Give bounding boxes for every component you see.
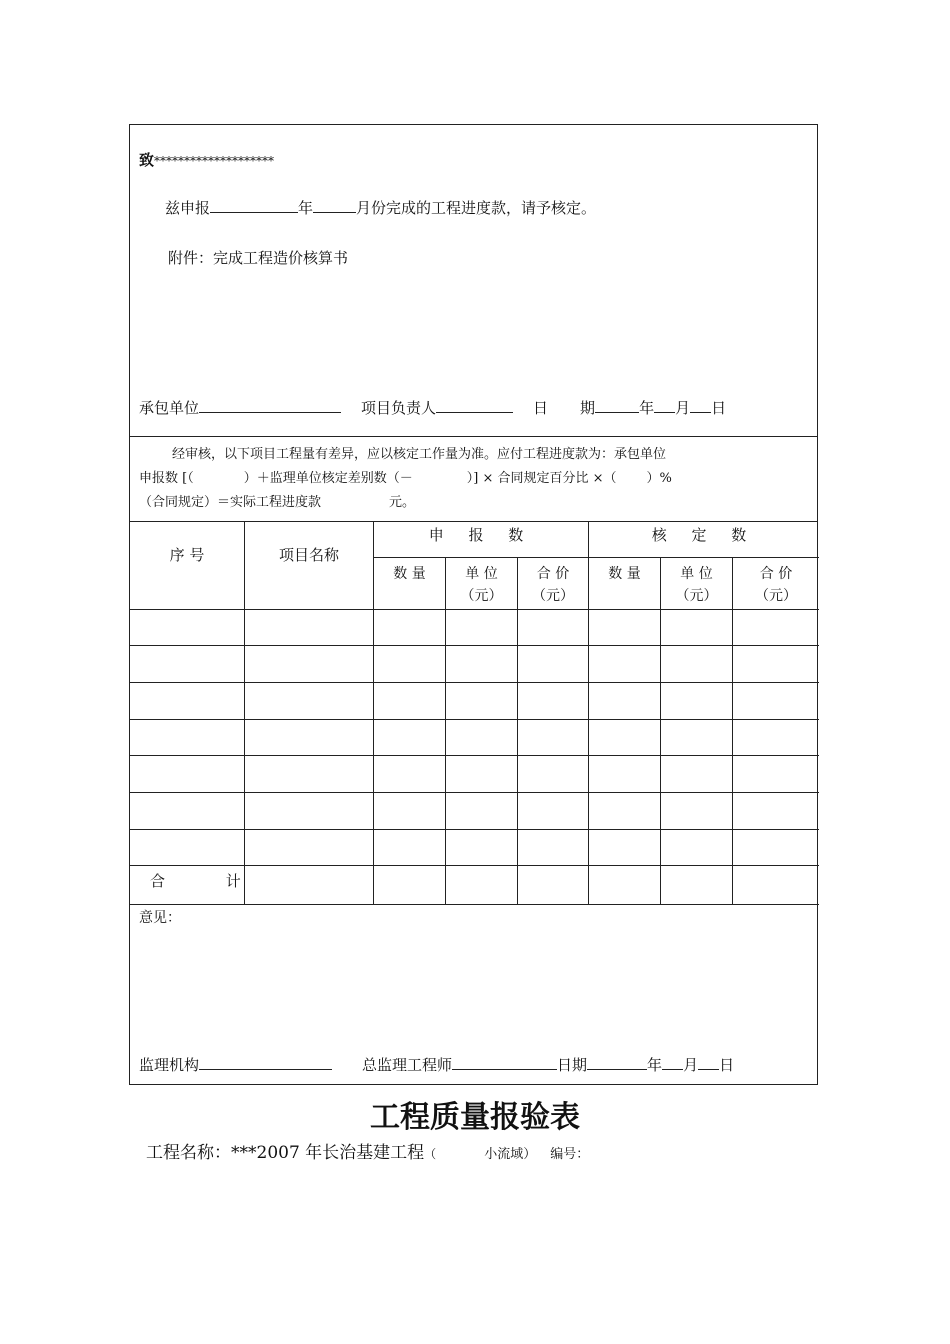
table-cell[interactable]: [589, 830, 661, 866]
declared-unit-label: 单 位: [465, 566, 498, 582]
review-line3-a: （合同规定）＝实际工程进度款: [139, 495, 322, 510]
verified-total-yuan: （元）: [755, 588, 797, 604]
table-cell[interactable]: [661, 646, 733, 683]
date-label-qi: 期: [580, 399, 596, 417]
form-number-label: 编号：: [550, 1147, 590, 1162]
table-cell[interactable]: [733, 756, 819, 793]
table-cell[interactable]: [589, 756, 661, 793]
table-cell[interactable]: [518, 830, 589, 866]
table-cell[interactable]: [374, 646, 446, 683]
total-cell[interactable]: [518, 866, 589, 905]
table-cell[interactable]: [733, 830, 819, 866]
header-declared-group: 申 报 数: [374, 521, 589, 558]
review-line3-b: 元。: [389, 495, 416, 510]
table-cell[interactable]: [589, 610, 661, 646]
table-cell[interactable]: [245, 793, 374, 830]
total-cell[interactable]: [446, 866, 518, 905]
chief-engineer-label: 总监理工程师: [362, 1056, 453, 1074]
table-cell[interactable]: [733, 610, 819, 646]
supervisor-month-blank[interactable]: [662, 1054, 683, 1070]
chief-engineer-blank[interactable]: [452, 1054, 557, 1070]
table-cell[interactable]: [130, 610, 245, 646]
table-cell[interactable]: [661, 610, 733, 646]
supervisor-date-label: 日期: [557, 1056, 588, 1074]
header-seq: 序 号: [130, 521, 245, 610]
verified-total-label: 合 价: [759, 566, 793, 582]
contractor-year-label: 年: [639, 399, 655, 417]
table-cell[interactable]: [446, 646, 518, 683]
quality-form-title: 工程质量报验表: [370, 1100, 580, 1135]
progress-table: [130, 521, 819, 901]
total-cell[interactable]: [374, 866, 446, 905]
supervisor-year-label: 年: [647, 1056, 663, 1074]
contractor-unit-label: 承包单位: [139, 399, 200, 417]
table-cell[interactable]: [130, 756, 245, 793]
table-cell[interactable]: [374, 793, 446, 830]
total-row-label: 合 计: [130, 866, 245, 905]
manager-blank[interactable]: [436, 397, 513, 413]
table-cell[interactable]: [589, 646, 661, 683]
table-cell[interactable]: [446, 830, 518, 866]
supervisor-org-label: 监理机构: [139, 1056, 200, 1074]
header-item-name: 项目名称: [245, 521, 374, 610]
project-region: 小流域）: [484, 1147, 537, 1162]
project-name-line: [146, 1138, 589, 1163]
table-cell[interactable]: [374, 830, 446, 866]
header-declared-qty: 数 量: [374, 558, 446, 610]
header-verified-total: [733, 558, 819, 610]
review-line2-c: ）] × 合同规定百分比 ×（: [466, 471, 617, 486]
table-cell[interactable]: [661, 793, 733, 830]
manager-label: 项目负责人: [361, 399, 437, 417]
table-cell[interactable]: [733, 720, 819, 756]
supervisor-day-label: 日: [719, 1056, 735, 1074]
table-cell[interactable]: [518, 720, 589, 756]
table-cell[interactable]: [661, 683, 733, 720]
total-cell[interactable]: [661, 866, 733, 905]
table-cell[interactable]: [518, 646, 589, 683]
table-cell[interactable]: [446, 756, 518, 793]
contractor-unit-blank[interactable]: [199, 397, 341, 413]
table-cell[interactable]: [130, 683, 245, 720]
review-line2-d: ）%: [646, 471, 672, 486]
table-cell[interactable]: [446, 683, 518, 720]
review-line-2: [139, 467, 672, 486]
project-label: 工程名称：: [146, 1143, 231, 1163]
addressee-stars: ********************: [154, 154, 275, 168]
review-line-3: [139, 491, 415, 510]
table-cell[interactable]: [245, 830, 374, 866]
table-cell[interactable]: [374, 756, 446, 793]
table-cell[interactable]: [130, 830, 245, 866]
table-cell[interactable]: [661, 720, 733, 756]
payment-form: [129, 124, 818, 1085]
supervisor-org-blank[interactable]: [199, 1054, 332, 1070]
declared-unit-yuan: （元）: [460, 588, 503, 604]
contractor-month-blank[interactable]: [654, 397, 675, 413]
table-cell[interactable]: [518, 756, 589, 793]
project-value: ***2007 年长治基建工程: [231, 1143, 425, 1163]
declaration-lead: 兹申报: [165, 199, 211, 217]
header-verified-group: 核 定 数: [589, 521, 819, 558]
declared-total-label: 合 价: [536, 566, 570, 582]
table-cell[interactable]: [130, 646, 245, 683]
header-declared-total: [518, 558, 589, 610]
opinion-label: 意见：: [139, 910, 181, 926]
table-cell[interactable]: [733, 646, 819, 683]
table-cell[interactable]: [130, 720, 245, 756]
table-cell[interactable]: [245, 720, 374, 756]
table-cell[interactable]: [245, 756, 374, 793]
declaration-tail: 月份完成的工程进度款，请予核定。: [356, 199, 597, 217]
review-line2-b: ）＋监理单位核定差别数（－: [243, 471, 413, 486]
review-line2-a: 申报数 [（: [139, 471, 194, 486]
supervisor-month-label: 月: [683, 1056, 699, 1074]
attachment-note: 附件：完成工程造价核算书: [168, 249, 349, 267]
addressee-prefix: 致: [139, 151, 155, 169]
table-cell[interactable]: [446, 793, 518, 830]
project-paren-open: （: [424, 1147, 437, 1161]
verified-unit-yuan: （元）: [675, 588, 718, 604]
table-cell[interactable]: [733, 683, 819, 720]
table-cell[interactable]: [446, 610, 518, 646]
table-cell[interactable]: [661, 830, 733, 866]
table-cell[interactable]: [374, 720, 446, 756]
table-cell[interactable]: [245, 610, 374, 646]
table-cell[interactable]: [518, 610, 589, 646]
table-cell[interactable]: [518, 683, 589, 720]
declaration-year: 年: [298, 199, 314, 217]
declared-year-blank[interactable]: [210, 197, 298, 213]
table-cell[interactable]: [130, 793, 245, 830]
date-label-ri: 日: [533, 399, 549, 417]
table-cell[interactable]: [245, 646, 374, 683]
contractor-sign-line: [139, 397, 726, 418]
total-cell[interactable]: [733, 866, 819, 905]
verified-unit-label: 单 位: [680, 566, 713, 582]
declaration-line: [165, 197, 596, 218]
table-cell[interactable]: [589, 683, 661, 720]
contractor-day-blank[interactable]: [690, 397, 711, 413]
supervisor-day-blank[interactable]: [698, 1054, 719, 1070]
table-cell[interactable]: [733, 793, 819, 830]
header-declared-unit: [446, 558, 518, 610]
contractor-year-blank[interactable]: [595, 397, 639, 413]
table-cell[interactable]: [661, 756, 733, 793]
table-cell[interactable]: [589, 793, 661, 830]
header-verified-qty: 数 量: [589, 558, 661, 610]
table-cell[interactable]: [518, 793, 589, 830]
section-divider-1: [130, 436, 817, 437]
total-cell[interactable]: [589, 866, 661, 905]
supervisor-sign-line: [139, 1054, 734, 1075]
table-cell[interactable]: [374, 683, 446, 720]
addressee: [139, 149, 274, 170]
review-line-1: 经审核，以下项目工程量有差异，应以核定工作量为准。应付工程进度款为：承包单位: [172, 447, 667, 462]
contractor-day-label: 日: [711, 399, 727, 417]
declared-total-yuan: （元）: [532, 588, 574, 604]
table-body: [130, 610, 819, 901]
total-cell[interactable]: [245, 866, 374, 905]
table-cell[interactable]: [589, 720, 661, 756]
table-cell[interactable]: [245, 683, 374, 720]
supervisor-year-blank[interactable]: [587, 1054, 647, 1070]
header-verified-unit: [661, 558, 733, 610]
table-cell[interactable]: [446, 720, 518, 756]
declared-month-blank[interactable]: [313, 197, 356, 213]
contractor-month-label: 月: [675, 399, 691, 417]
table-cell[interactable]: [374, 610, 446, 646]
